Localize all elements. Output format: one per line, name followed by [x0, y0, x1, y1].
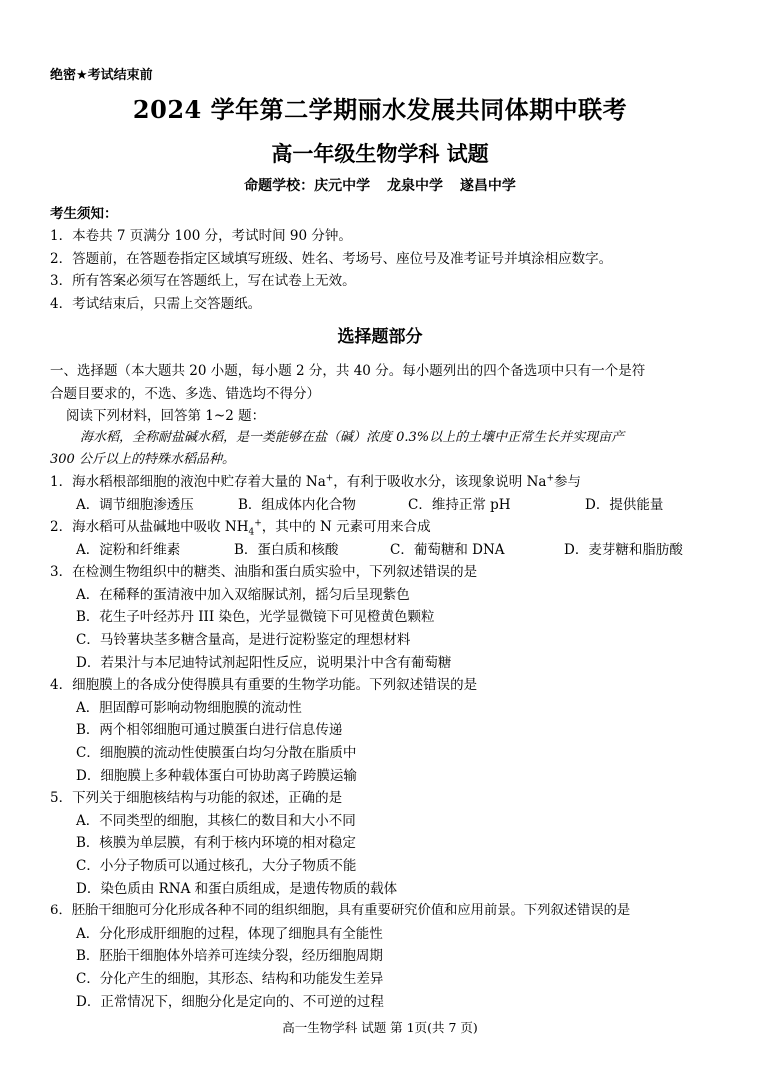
q1-option-b: B．组成体内化合物	[238, 497, 356, 513]
question-4-stem: 4．细胞膜上的各成分使得膜具有重要的生物学功能。下列叙述错误的是	[50, 677, 478, 693]
question-5-stem: 5．下列关于细胞核结构与功能的叙述，正确的是	[50, 790, 343, 806]
q3-option-c: C．马铃薯块茎多糖含量高，是进行淀粉鉴定的理想材料	[76, 632, 411, 648]
question-1-stem: 1．海水稻根部细胞的液泡中贮存着大量的 Na+，有利于吸收水分，该现象说明 Na+参与	[50, 473, 581, 490]
exam-title: 2024 学年第二学期丽水发展共同体期中联考	[132, 95, 628, 124]
notice-item: 4．考试结束后，只需上交答题纸。	[50, 296, 262, 312]
exam-subtitle: 高一年级生物学科 试题	[271, 141, 489, 166]
q4-option-a: A．胆固醇可影响动物细胞膜的流动性	[76, 700, 302, 716]
question-3-stem: 3．在检测生物组织中的糖类、油脂和蛋白质实验中，下列叙述错误的是	[50, 564, 478, 580]
question-6-stem: 6．胚胎干细胞可分化形成各种不同的组织细胞，具有重要研究价值和应用前景。下列叙述错误的是	[50, 903, 631, 918]
read-prompt: 阅读下列材料，回答第 1~2 题：	[66, 408, 266, 424]
q4-option-c: C．细胞膜的流动性使膜蛋白均匀分散在脂质中	[76, 745, 357, 761]
q5-option-d: D．染色质由 RNA 和蛋白质组成，是遗传物质的载体	[76, 881, 398, 897]
q1-option-c: C．维持正常 pH	[408, 497, 511, 513]
section-intro: 一、选择题（本大题共 20 小题，每小题 2 分，共 40 分。每小题列出的四个备选项中只有一个是符	[50, 363, 646, 379]
section-intro: 合题目要求的，不选、多选、错选均不得分）	[50, 386, 320, 402]
q2-option-a: A．淀粉和纤维素	[76, 542, 181, 558]
q3-option-d: D．若果汁与本尼迪特试剂起阳性反应，说明果汁中含有葡萄糖	[76, 655, 452, 671]
q5-option-a: A．不同类型的细胞，其核仁的数目和大小不同	[76, 813, 356, 829]
q1-option-a: A．调节细胞渗透压	[76, 497, 194, 513]
q5-option-c: C．小分子物质可以通过核孔，大分子物质不能	[76, 858, 357, 874]
notice-item: 1．本卷共 7 页满分 100 分，考试时间 90 分钟。	[50, 228, 352, 244]
page-footer: 高一生物学科 试题 第 1页(共 7 页)	[282, 1020, 478, 1035]
notice-heading: 考生须知：	[50, 206, 118, 222]
q6-option-b: B．胚胎干细胞体外培养可连续分裂，经历细胞周期	[76, 948, 383, 964]
material-text: 300 公斤以上的特殊水稻品种。	[50, 452, 235, 467]
q6-option-a: A．分化形成肝细胞的过程，体现了细胞具有全能性	[76, 926, 383, 942]
question-2-stem: 2．海水稻可从盐碱地中吸收 $NH_4^+$，其中的 N 元素可用来合成	[50, 518, 431, 538]
material-text: 海水稻，全称耐盐碱水稻，是一类能够在盐（碱）浓度 0.3%以上的土壤中正常生长并实现亩产	[80, 430, 625, 445]
notice-item: 2．答题前，在答题卷指定区域填写班级、姓名、考场号、座位号及准考证号并填涂相应数字。	[50, 251, 613, 267]
proposing-schools: 命题学校：庆元中学 龙泉中学 遂昌中学	[244, 178, 516, 194]
q5-option-b: B．核膜为单层膜，有利于核内环境的相对稳定	[76, 835, 356, 851]
q4-option-b: B．两个相邻细胞可通过膜蛋白进行信息传递	[76, 722, 343, 738]
section-title: 选择题部分	[337, 327, 423, 347]
q6-option-c: C．分化产生的细胞，其形态、结构和功能发生差异	[76, 971, 384, 987]
q6-option-d: D．正常情况下，细胞分化是定向的、不可逆的过程	[76, 994, 384, 1010]
notice-item: 3．所有答案必须写在答题纸上，写在试卷上无效。	[50, 273, 356, 289]
q3-option-b: B．花生子叶经苏丹 III 染色，光学显微镜下可见橙黄色颗粒	[76, 609, 435, 625]
q3-option-a: A．在稀释的蛋清液中加入双缩脲试剂，摇匀后呈现紫色	[76, 587, 410, 603]
q2-option-c: C．葡萄糖和 DNA	[390, 542, 505, 558]
q4-option-d: D．细胞膜上多种载体蛋白可协助离子跨膜运输	[76, 768, 357, 784]
confidential-label: 绝密★考试结束前	[50, 68, 153, 83]
q1-option-d: D．提供能量	[585, 497, 664, 513]
q2-option-d: D．麦芽糖和脂肪酸	[564, 542, 683, 558]
q2-option-b: B．蛋白质和核酸	[234, 542, 339, 558]
